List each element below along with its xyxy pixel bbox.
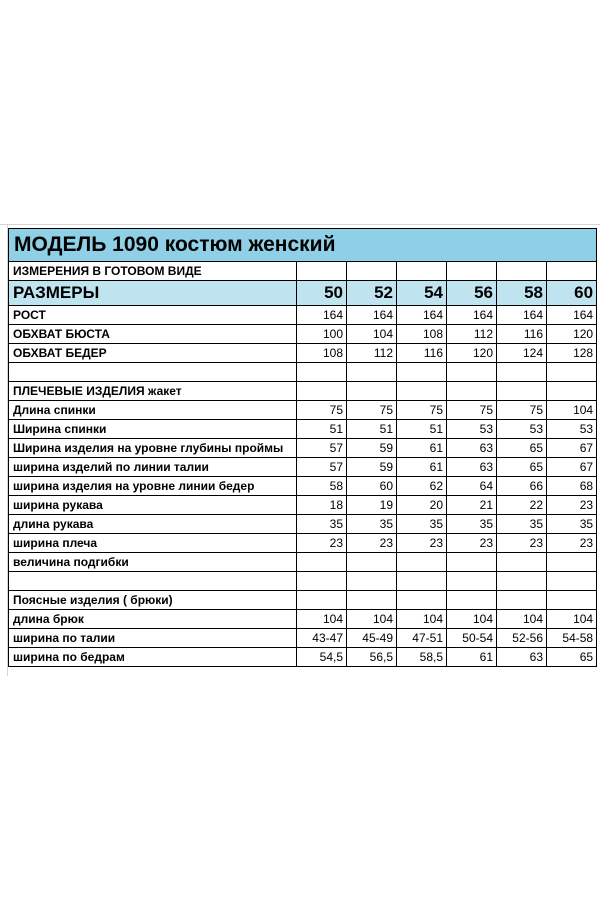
value-cell (397, 553, 447, 572)
table-row (9, 515, 597, 534)
value-cell: 23 (447, 534, 497, 553)
value-cell: 104 (547, 610, 597, 629)
empty-cell (297, 262, 347, 281)
value-cell: 62 (397, 477, 447, 496)
row-label: ширина по талии (9, 629, 297, 648)
value-cell: 51 (297, 420, 347, 439)
table-row (9, 306, 597, 325)
value-cell: 20 (397, 496, 447, 515)
title-row (9, 229, 597, 262)
row-label: Ширина спинки (9, 420, 297, 439)
value-cell: 21 (447, 496, 497, 515)
value-cell: 22 (497, 496, 547, 515)
value-cell: 19 (347, 496, 397, 515)
value-cell (347, 591, 397, 610)
value-cell: 65 (497, 458, 547, 477)
table-row (9, 401, 597, 420)
table-row (9, 496, 597, 515)
value-cell (297, 363, 347, 382)
value-cell (397, 572, 447, 591)
value-cell: 52-56 (497, 629, 547, 648)
value-cell: 108 (297, 344, 347, 363)
value-cell: 54,5 (297, 648, 347, 667)
size-header-cell: 60 (547, 281, 597, 306)
value-cell: 57 (297, 439, 347, 458)
value-cell: 75 (347, 401, 397, 420)
size-header-cell: 54 (397, 281, 447, 306)
value-cell (547, 591, 597, 610)
size-header-cell: 58 (497, 281, 547, 306)
sizes-label: РАЗМЕРЫ (9, 281, 297, 306)
value-cell: 104 (347, 610, 397, 629)
value-cell (497, 363, 547, 382)
value-cell: 58 (297, 477, 347, 496)
value-cell (347, 382, 397, 401)
value-cell (397, 363, 447, 382)
value-cell (547, 553, 597, 572)
value-cell: 61 (447, 648, 497, 667)
value-cell: 67 (547, 439, 597, 458)
value-cell: 164 (447, 306, 497, 325)
value-cell: 23 (547, 534, 597, 553)
value-cell: 35 (347, 515, 397, 534)
table-row (9, 420, 597, 439)
value-cell: 64 (447, 477, 497, 496)
value-cell: 23 (397, 534, 447, 553)
value-cell: 63 (447, 439, 497, 458)
empty-cell (547, 262, 597, 281)
subtitle-cell: ИЗМЕРЕНИЯ В ГОТОВОМ ВИДЕ (9, 262, 297, 281)
table-row (9, 458, 597, 477)
size-chart-table (8, 228, 597, 667)
value-cell: 164 (297, 306, 347, 325)
value-cell: 104 (347, 325, 397, 344)
value-cell: 67 (547, 458, 597, 477)
value-cell: 66 (497, 477, 547, 496)
row-label: ширина изделий по линии талии (9, 458, 297, 477)
value-cell: 104 (397, 610, 447, 629)
row-label: Поясные изделия ( брюки) (9, 591, 297, 610)
value-cell: 59 (347, 458, 397, 477)
value-cell: 124 (497, 344, 547, 363)
size-header-cell: 56 (447, 281, 497, 306)
value-cell: 43-47 (297, 629, 347, 648)
value-cell (347, 572, 397, 591)
value-cell: 59 (347, 439, 397, 458)
value-cell: 23 (347, 534, 397, 553)
value-cell: 112 (347, 344, 397, 363)
value-cell: 128 (547, 344, 597, 363)
value-cell: 35 (447, 515, 497, 534)
value-cell: 53 (447, 420, 497, 439)
value-cell: 120 (547, 325, 597, 344)
size-header-cell: 52 (347, 281, 397, 306)
value-cell: 18 (297, 496, 347, 515)
table-row (9, 591, 597, 610)
value-cell (447, 553, 497, 572)
value-cell: 63 (497, 648, 547, 667)
value-cell (297, 382, 347, 401)
row-label: величина подгибки (9, 553, 297, 572)
table-row (9, 572, 597, 591)
value-cell: 164 (547, 306, 597, 325)
value-cell: 75 (497, 401, 547, 420)
empty-cell (447, 262, 497, 281)
model-title: МОДЕЛЬ 1090 костюм женский (9, 229, 597, 262)
value-cell: 75 (447, 401, 497, 420)
value-cell (297, 553, 347, 572)
value-cell: 116 (497, 325, 547, 344)
table-row (9, 344, 597, 363)
value-cell: 116 (397, 344, 447, 363)
value-cell: 61 (397, 458, 447, 477)
value-cell: 23 (547, 496, 597, 515)
value-cell: 58,5 (397, 648, 447, 667)
value-cell: 164 (497, 306, 547, 325)
value-cell (347, 363, 397, 382)
value-cell: 68 (547, 477, 597, 496)
value-cell: 57 (297, 458, 347, 477)
value-cell: 164 (347, 306, 397, 325)
row-label (9, 572, 297, 591)
value-cell: 35 (497, 515, 547, 534)
table-row (9, 325, 597, 344)
row-label: РОСТ (9, 306, 297, 325)
table-row (9, 477, 597, 496)
value-cell: 56,5 (347, 648, 397, 667)
value-cell: 23 (297, 534, 347, 553)
value-cell: 53 (547, 420, 597, 439)
row-label (9, 363, 297, 382)
value-cell (497, 591, 547, 610)
value-cell (497, 382, 547, 401)
row-label: ОБХВАТ БЕДЕР (9, 344, 297, 363)
value-cell: 47-51 (397, 629, 447, 648)
value-cell (547, 382, 597, 401)
value-cell (397, 382, 447, 401)
empty-cell (497, 262, 547, 281)
value-cell (347, 553, 397, 572)
value-cell: 104 (497, 610, 547, 629)
row-label: длина рукава (9, 515, 297, 534)
row-label: ОБХВАТ БЮСТА (9, 325, 297, 344)
value-cell (447, 572, 497, 591)
value-cell: 112 (447, 325, 497, 344)
table-row (9, 382, 597, 401)
table-row (9, 363, 597, 382)
subtitle-row (9, 262, 597, 281)
value-cell: 60 (347, 477, 397, 496)
value-cell (547, 572, 597, 591)
empty-cell (397, 262, 447, 281)
value-cell: 53 (497, 420, 547, 439)
table-row (9, 553, 597, 572)
value-cell: 51 (397, 420, 447, 439)
value-cell: 108 (397, 325, 447, 344)
value-cell (297, 572, 347, 591)
value-cell (447, 363, 497, 382)
value-cell (497, 572, 547, 591)
value-cell: 65 (497, 439, 547, 458)
row-label: длина брюк (9, 610, 297, 629)
value-cell: 63 (447, 458, 497, 477)
table-row (9, 610, 597, 629)
value-cell (447, 591, 497, 610)
value-cell: 65 (547, 648, 597, 667)
table-row (9, 648, 597, 667)
value-cell: 35 (297, 515, 347, 534)
value-cell (497, 553, 547, 572)
table-row (9, 439, 597, 458)
value-cell: 120 (447, 344, 497, 363)
value-cell: 45-49 (347, 629, 397, 648)
value-cell: 51 (347, 420, 397, 439)
sheet-top-gridline (0, 224, 600, 225)
table-row (9, 534, 597, 553)
value-cell: 54-58 (547, 629, 597, 648)
row-label: ширина по бедрам (9, 648, 297, 667)
size-header-cell: 50 (297, 281, 347, 306)
value-cell: 23 (497, 534, 547, 553)
value-cell (397, 591, 447, 610)
value-cell: 104 (297, 610, 347, 629)
value-cell: 35 (397, 515, 447, 534)
value-cell: 75 (397, 401, 447, 420)
value-cell: 50-54 (447, 629, 497, 648)
value-cell (447, 382, 497, 401)
value-cell: 100 (297, 325, 347, 344)
value-cell (547, 363, 597, 382)
value-cell: 104 (447, 610, 497, 629)
value-cell: 104 (547, 401, 597, 420)
row-label: ширина плеча (9, 534, 297, 553)
row-label: Длина спинки (9, 401, 297, 420)
value-cell: 35 (547, 515, 597, 534)
value-cell (297, 591, 347, 610)
table-row (9, 629, 597, 648)
row-label: Ширина изделия на уровне глубины проймы (9, 439, 297, 458)
row-label: ширина изделия на уровне линии бедер (9, 477, 297, 496)
value-cell: 61 (397, 439, 447, 458)
empty-cell (347, 262, 397, 281)
row-label: ширина рукава (9, 496, 297, 515)
value-cell: 75 (297, 401, 347, 420)
row-label: ПЛЕЧЕВЫЕ ИЗДЕЛИЯ жакет (9, 382, 297, 401)
sizes-header-row (9, 281, 597, 306)
value-cell: 164 (397, 306, 447, 325)
